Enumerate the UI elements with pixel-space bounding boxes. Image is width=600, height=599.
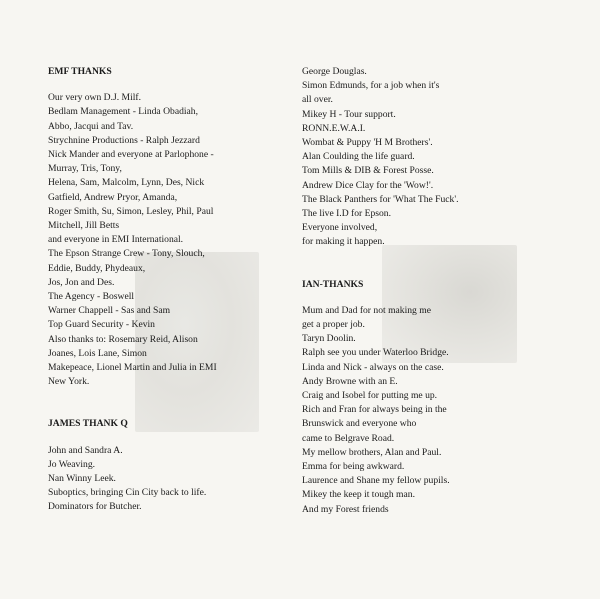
thanks-line: Joanes, Lois Lane, Simon (48, 347, 147, 359)
thanks-line: Alan Coulding the life guard. (302, 151, 415, 163)
thanks-line: Jos, Jon and Des. (48, 276, 115, 288)
thanks-line: Our very own D.J. Milf. (48, 92, 141, 104)
thanks-line: Rich and Fran for always being in the (302, 404, 447, 416)
thanks-line: Gatfield, Andrew Pryor, Amanda, (48, 191, 178, 203)
thanks-line: Everyone involved, (302, 222, 378, 234)
thanks-line: And my Forest friends (302, 503, 389, 515)
thanks-line: George Douglas. (302, 66, 367, 77)
left-column (48, 65, 288, 515)
thanks-line: Andrew Dice Clay for the 'Wow!'. (302, 179, 434, 191)
thanks-line: Murray, Tris, Tony, (48, 163, 122, 175)
thanks-line: all over. (302, 94, 333, 106)
thanks-line: RONN.E.W.A.I. (302, 122, 366, 134)
thanks-line: Mum and Dad for not making me (302, 304, 431, 316)
thanks-line: Mikey the keep it tough man. (302, 489, 415, 501)
thanks-line: Nick Mander and everyone at Parlophone - (48, 149, 214, 161)
thanks-line: The Agency - Boswell (48, 291, 135, 303)
james-thanks-heading: JAMES THANK Q (48, 418, 128, 430)
thanks-line: Tom Mills & DIB & Forest Posse. (302, 165, 434, 177)
thanks-line: Nan Winny Leek. (48, 473, 116, 485)
thanks-line: Andy Browne with an E. (302, 375, 398, 387)
thanks-line: Linda and Nick - always on the case. (302, 361, 444, 373)
thanks-line: Taryn Doolin. (302, 333, 356, 345)
james-thanks-list (48, 444, 288, 515)
thanks-line: The Epson Strange Crew - Tony, Slouch, (48, 248, 205, 260)
thanks-line: Dominators for Butcher. (48, 501, 142, 513)
thanks-line: Makepeace, Lionel Martin and Julia in EMI (48, 362, 217, 374)
thanks-line: Warner Chappell - Sas and Sam (48, 305, 171, 317)
thanks-line: Brunswick and everyone who (302, 418, 417, 430)
thanks-line: Top Guard Security - Kevin (48, 319, 155, 331)
thanks-line: The Black Panthers for 'What The Fuck'. (302, 193, 459, 205)
thanks-line: John and Sandra A. (48, 444, 123, 456)
thanks-line: Helena, Sam, Malcolm, Lynn, Des, Nick (48, 177, 205, 189)
thanks-line: Roger Smith, Su, Simon, Lesley, Phil, Paul (48, 205, 214, 217)
thanks-line: Jo Weaving. (48, 458, 96, 470)
ian-thanks-heading: IAN-THANKS (302, 278, 364, 290)
ian-thanks-list (302, 304, 542, 517)
thanks-line: Mikey H - Tour support. (302, 108, 396, 120)
thanks-line: Suboptics, bringing Cin City back to life. (48, 487, 207, 499)
thanks-line: Simon Edmunds, for a job when it's (302, 80, 440, 92)
thanks-line: Strychnine Productions - Ralph Jezzard (48, 134, 200, 146)
thanks-line: get a proper job. (302, 319, 365, 331)
thanks-line: came to Belgrave Road. (302, 432, 395, 444)
thanks-line: and everyone in EMI International. (48, 234, 184, 246)
thanks-line: Also thanks to: Rosemary Reid, Alison (48, 333, 198, 345)
thanks-line: My mellow brothers, Alan and Paul. (302, 446, 442, 458)
emf-thanks-list (48, 91, 288, 389)
thanks-line: Laurence and Shane my fellow pupils. (302, 475, 450, 487)
thanks-line: Mitchell, Jill Betts (48, 220, 120, 232)
thanks-line: Emma for being awkward. (302, 461, 405, 473)
emf-thanks-heading: EMF THANKS (48, 66, 112, 77)
thanks-line: Ralph see you under Waterloo Bridge. (302, 347, 449, 359)
thanks-line: Eddie, Buddy, Phydeaux, (48, 262, 146, 274)
thanks-line: New York. (48, 376, 90, 388)
thanks-line: The live I.D for Epson. (302, 208, 391, 220)
thanks-line: for making it happen. (302, 236, 385, 248)
thanks-line: Bedlam Management - Linda Obadiah, (48, 106, 198, 118)
thanks-line: Wombat & Puppy 'H M Brothers'. (302, 137, 433, 149)
thanks-line: Abbo, Jacqui and Tav. (48, 120, 134, 132)
right-column (302, 65, 542, 517)
continued-thanks-list (302, 65, 542, 250)
thanks-line: Craig and Isobel for putting me up. (302, 390, 438, 402)
